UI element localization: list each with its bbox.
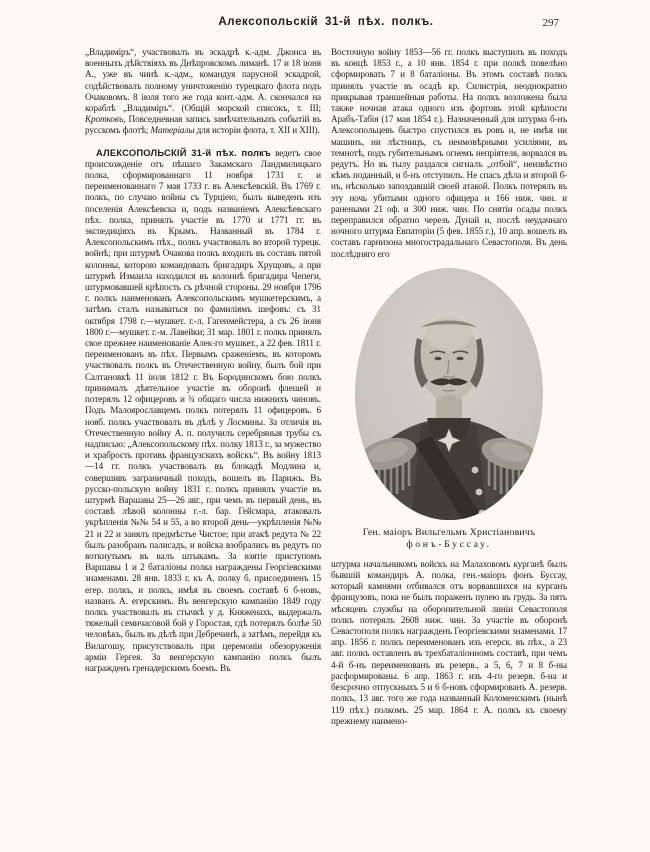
document-page (85, 16, 567, 835)
portrait-caption-line2: фонъ-Буссау. (406, 539, 492, 551)
article-heading: АЛЕКСОПОЛЬСКІЙ 31-й пѣх. полкъ (96, 146, 272, 158)
right-column (331, 47, 567, 835)
paragraph-continuation (85, 47, 321, 137)
article-paragraph (85, 147, 321, 675)
left-column (85, 47, 321, 835)
portrait-figure (331, 268, 567, 552)
page-header (85, 16, 567, 34)
right-column-text-bottom: штурма начальникомъ войскъ на Малаховомъ курганѣ былъ бывшій командиръ А. полка, ген.-маіоръ фонъ Буссау, который камнями отбивался отъ ворвавшихся на курганъ французовъ, пока не былъ пораженъ пулею въ грудь. За пять мѣсяцевъ службы на оборонительной линіи Севастополя полкъ потерялъ 2608 ниж. чин. За участіе въ оборонѣ Севастополя полкъ награжденъ Георгіевскими знаменами. 17 апр. 1856 г. полкъ переименованъ изъ егерск. въ пѣх., а 23 авг. полкъ оставленъ въ трехбаталіонномъ составѣ, при чемъ 4-й б-нъ переименованъ въ резерв., а 5, 6, 7 и 8 б-ны расформированы. 6 апр. 1863 г. изъ 4-го резерв. б-на и безсрочно отпускныхъ 5 и 6 б-новъ сформированъ А. резерв. полкъ, 13 авг. того же года названный Коломенскимъ (нынѣ 119 пѣх.) полкомъ. 25 мар. 1864 г. А. полкъ къ своему прежнему наимено- (331, 558, 567, 726)
article-body: ведетъ свое происхожденіе отъ пѣшаго Закамскаго Ландмилицкаго полка, сформированнаго 11 ноября 1731 г. и переименованнаго 7 мая 1733 г. въ Алексѣевскій. Въ 1769 г. полкъ, по случаю войны съ Турціею, былъ выведенъ изъ поселенія Алексѣевска и, подъ названіемъ Алексѣевскаго пѣх. полка, принялъ участіе въ 1770 и 1771 гг. въ экспедиціяхъ въ Крымъ. Названный въ 1784 г. Алексопольскимъ пѣх., полкъ участвовалъ во второй турецк. войнѣ; при штурмѣ Очакова полкъ входилъ въ составъ пятой колонны, которою командовалъ бригадиръ Хрущовъ, а при штурмѣ Измаила находился въ колоннѣ бригадира Чепеги, штурмовавшей крѣпость съ рѣчной стороны. 29 ноября 1796 г. полкъ наименованъ Алексопольскимъ мушкетерскимъ, а затѣмъ сталъ называться по фамиліямъ шефовъ: съ 31 октября 1798 г.—мушкет. г.-л. Гагенмейстера, а съ 26 іюня 1800 г.—мушкет. г.-м. Лавейки; 31 мар. 1801 г. полкъ принялъ свое прежнее наименованіе Алек-го мушкет., а 22 фев. 1811 г. переименованъ въ пѣх. Первымъ сраженіемъ, въ которомъ участвовалъ полкъ въ Отечественную войну, былъ бой при Салтановкѣ 11 іюля 1812 г. Въ Бородинскомъ бою полкъ принималъ дѣятельное участіе въ оборонѣ флешей и потерялъ 12 офицеровъ и ¾ общаго числа нижнихъ чиновъ. Подъ Малоярославцемъ полкъ потерялъ 11 офицеровъ. 6 нояб. полкъ участвовалъ въ дѣлѣ у Лосмины. За отличія въ Отечественную войну А. п. получилъ серебряныя трубы съ надписью: „Алексопольскому пѣх. полку 1813 г., за мужество и храбрость противъ французскихъ войскъ“. Въ войну 1813—14 гг. полкъ участвовалъ въ блокадѣ Модлина и, совершивъ заграничный походъ, вошелъ въ Парижъ. Въ русско-польскую войну 1831 г. полкъ принялъ участіе въ штурмѣ Варшавы 25—26 авг., при чемъ въ первый день, въ составѣ лѣвой колонны г.-л. бар. Гейсмара, атаковалъ укрѣпленія №№ 54 и 55, а во второй день—укрѣпленія №№ 21 и 22 и занялъ предмѣстье Чистое; при атакѣ редута № 22 былъ разобранъ палисадъ, и войска взобрались въ редутъ по воткнутымъ въ валъ штыкамъ. За взятіе приступомъ Варшавы 1 и 2 баталіоны полка награждены Георгіевскими знаменами. 28 янв. 1833 г. къ А. полку б. присоединенъ 15 егер. полкъ, и полкъ, имѣя въ своемъ составѣ 6 б-новъ, названъ А. егерскимъ. Въ венгерскую кампанію 1849 году полкъ участвовалъ въ стычкѣ у д. Княженахъ, выдержалъ тяжелый семичасовой бой у Горостая, гдѣ потерялъ болѣе 50 человѣкъ, былъ въ дѣлѣ при Дебречинѣ, а затѣмъ, перейдя къ Вилагошу, присутствовалъ при церемоніи обезоруженія арміи Гергея. За венгерскую кампанію полкъ былъ награжденъ гренадерскимъ боемъ. Въ (85, 147, 321, 673)
right-column-text-top: Восточную войну 1853—56 гг. полкъ выступилъ въ походъ въ концѣ 1853 г., а 10 янв. 1854 г. при полкѣ повелѣно сформировать 7 и 8 баталіоны. Въ этомъ составѣ полкъ принялъ участіе въ осадѣ кр. Силистрія, неоднократно прикрывая траншейныя работы. На полкъ возложена была также ночная атака одного изъ фортовъ этой крѣпости Арабъ-Табія (17 мая 1854 г.). Назначенный для штурма б-нъ Алексопольцевъ быстро спустился въ ровъ и, не имѣя ни машинъ, ни лѣстницъ, съ неимовѣрными усиліями, въ темнотѣ, подъ губительнымъ огнемъ непріятеля, ворвался въ редутъ. Но въ тылу раздался сигналъ „отбой“, неизвѣстно кѣмъ поданный, и б-нъ отступилъ. Не спасъ дѣла и второй б-нъ, нѣсколько запоздавшій своей атакой. Полкъ потерялъ въ эту ночь убитыми одного офицера и 166 ниж. чин. и ранеными 21 оф. и 300 ниж. чин. По снятіи осады полкъ переправился обратно черезъ Дунай и, послѣ неудачнаго ночного штурма Евпаторіи (5 фев. 1855 г.), 10 апр. вошелъ въ составъ гарнизона многострадальнаго Севастополя. Въ день послѣдняго его (331, 47, 567, 259)
portrait-engraving (355, 268, 543, 520)
page-number: 297 (542, 17, 559, 29)
continuation-text-1: „Владиміръ“, участвовалъ въ эскадрѣ к.-адм. Джонса въ военныхъ дѣйствіяхъ въ Днѣпровскомъ лиманѣ. 17 и 18 іюня А., уже въ чинѣ к.-адм., командуя парусной эскадрой, содѣйствовалъ полному уничтоженію турецкаго флота подъ Очаковомъ. 8 іюля того же года конт.-адм. А. скончался на кораблѣ „Владиміръ“. (Общій морской списокъ, т. III; (85, 47, 321, 114)
text-columns (85, 47, 567, 835)
portrait-caption-line1: Ген. маіоръ Вильгельмъ Христіановичъ (362, 526, 536, 538)
source-author-italic: Кротковъ (85, 114, 124, 125)
running-title: Алексопольскій 31-й пѣх. полкъ. (218, 16, 434, 28)
continuation-text-2: , Повседневная запись замѣчательныхъ событій въ русскомъ флотѣ; (85, 114, 321, 136)
continuation-text-3: для исторіи флота, т. XII и XIII). (194, 125, 320, 136)
portrait-oval (355, 268, 543, 520)
source-title-italic: Матеріалы (150, 125, 195, 136)
portrait-caption (331, 527, 567, 552)
